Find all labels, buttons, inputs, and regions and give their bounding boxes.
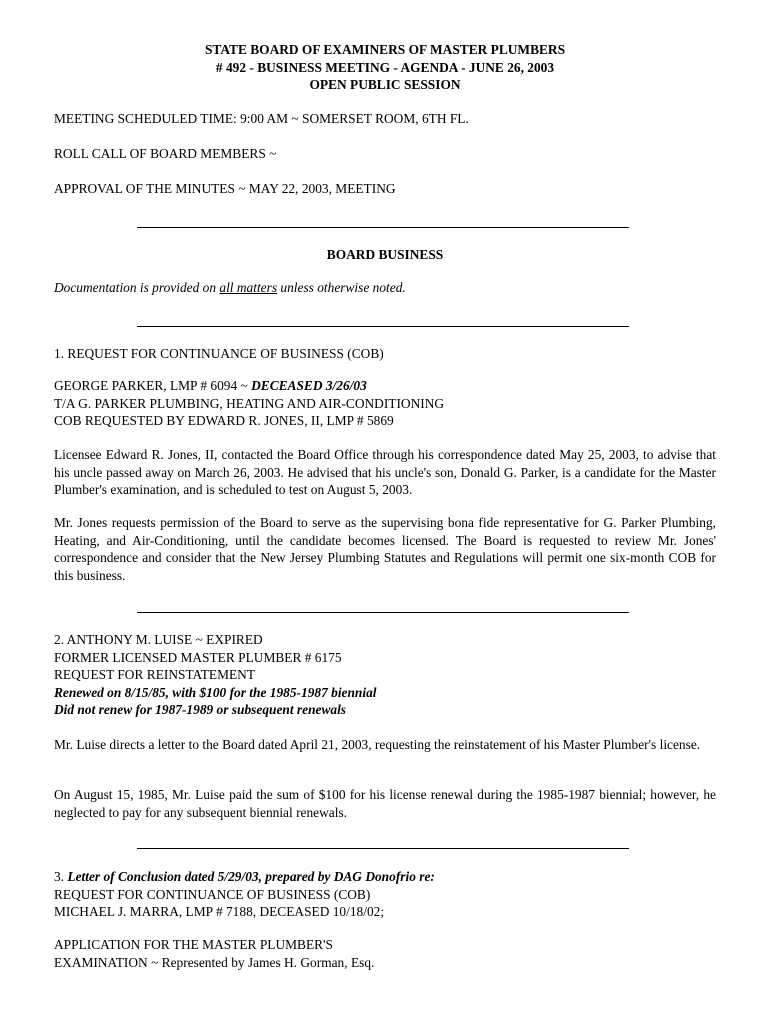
section-divider — [137, 612, 629, 613]
item3-letter-of-conclusion: Letter of Conclusion dated 5/29/03, prepared by DAG Donofrio re: — [67, 869, 435, 884]
item3-application-line1: APPLICATION FOR THE MASTER PLUMBER'S — [54, 937, 333, 952]
item1-trade-name: T/A G. PARKER PLUMBING, HEATING AND AIR-CONDITIONING — [54, 395, 445, 411]
item1-requested-by: COB REQUESTED BY EDWARD R. JONES, II, LMP # 5869 — [54, 413, 394, 428]
board-business-heading: BOARD BUSINESS — [326, 247, 444, 262]
item1-paragraph-2: Mr. Jones requests permission of the Board to serve as the supervising bona fide representative for G. Parker Plumbing, Heating, and Air-Conditioning, until the candidate becomes licensed. The Board is requested to review Mr. Jones' correspondence and consider that the New Jersey Plumbing Statutes and Regulations will permit one six-month COB for this business. — [54, 515, 716, 583]
approval-of-minutes: APPROVAL OF THE MINUTES ~ MAY 22, 2003, MEETING — [54, 181, 396, 196]
item3-request: REQUEST FOR CONTINUANCE OF BUSINESS (COB) — [54, 886, 371, 902]
header-title: STATE BOARD OF EXAMINERS OF MASTER PLUMBERS — [204, 42, 566, 57]
item1-details — [54, 377, 716, 430]
item1-deceased: DECEASED 3/26/03 — [251, 378, 367, 393]
meeting-time: MEETING SCHEDULED TIME: 9:00 AM ~ SOMERSET ROOM, 6TH FL. — [54, 111, 469, 126]
roll-call: ROLL CALL OF BOARD MEMBERS ~ — [54, 146, 277, 161]
section-divider — [137, 227, 629, 228]
documentation-note — [54, 279, 716, 297]
item3-title — [54, 868, 716, 886]
item1-title: 1. REQUEST FOR CONTINUANCE OF BUSINESS (COB) — [54, 346, 384, 361]
item3-details — [54, 868, 716, 921]
header-meeting-line: # 492 - BUSINESS MEETING - AGENDA - JUNE 26, 2003 — [215, 59, 555, 75]
item1-paragraph-1: Licensee Edward R. Jones, II, contacted the Board Office through his correspondence dated May 25, 2003, to advise that his uncle passed away on March 26, 2003. He advised that his uncle's son, Donald G. Parker, is a candidate for the Master Plumber's examination, and is scheduled to test on August 5, 2003. — [54, 447, 716, 497]
item2-request: REQUEST FOR REINSTATEMENT — [54, 667, 256, 682]
documentation-note-underlined: all matters — [219, 280, 278, 295]
documentation-note-prefix: Documentation is provided on — [54, 280, 220, 295]
documentation-note-suffix: unless otherwise noted. — [277, 280, 406, 295]
item2-title: 2. ANTHONY M. LUISE ~ EXPIRED — [54, 632, 263, 647]
item3-application — [54, 936, 716, 971]
item2-not-renewed-note: Did not renew for 1987-1989 or subsequent renewals — [54, 702, 347, 717]
header-session: OPEN PUBLIC SESSION — [309, 77, 461, 92]
item2-paragraph-2: On August 15, 1985, Mr. Luise paid the sum of $100 for his license renewal during the 1985-1987 biennial; however, he neglected to pay for any subsequent biennial renewals. — [54, 787, 716, 820]
item2-paragraph-1: Mr. Luise directs a letter to the Board dated April 21, 2003, requesting the reinstatement of his Master Plumber's license. — [54, 737, 701, 752]
item1-licensee — [54, 377, 716, 395]
section-divider — [137, 326, 629, 327]
item2-renewed-note: Renewed on 8/15/85, with $100 for the 1985-1987 biennial — [54, 684, 377, 700]
document-header — [54, 41, 716, 94]
item3-number: 3. — [54, 869, 68, 884]
item2-details — [54, 631, 716, 719]
item3-application-line2: EXAMINATION ~ Represented by James H. Gorman, Esq. — [54, 954, 375, 970]
item2-license: FORMER LICENSED MASTER PLUMBER # 6175 — [54, 649, 342, 665]
item1-licensee-name: GEORGE PARKER, LMP # 6094 ~ — [54, 378, 252, 393]
section-divider — [137, 848, 629, 849]
item3-licensee: MICHAEL J. MARRA, LMP # 7188, DECEASED 10/18/02; — [54, 904, 385, 919]
